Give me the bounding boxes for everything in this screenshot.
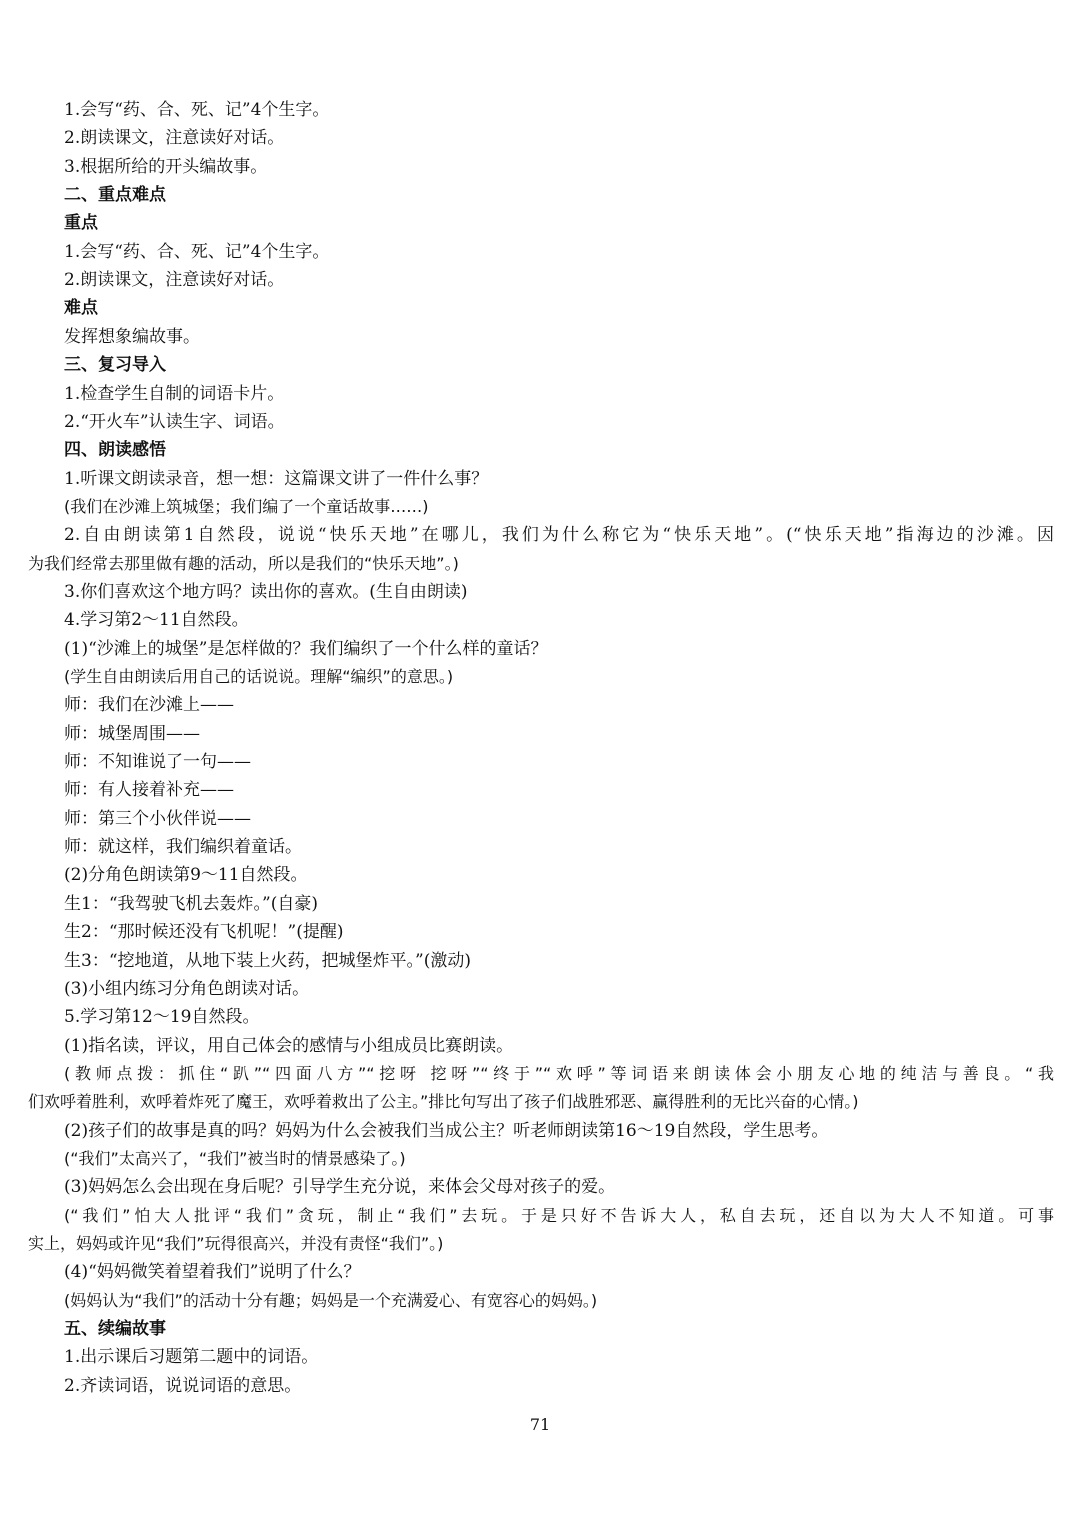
text-line: 2.朗读课文，注意读好对话。 (64, 270, 285, 291)
text-line: (“我们”太高兴了，“我们”被当时的情景感染了。) (64, 1148, 406, 1168)
text-line: 生2：“那时候还没有飞机呢！”(提醒) (64, 922, 344, 943)
page-number: 71 (529, 1415, 551, 1434)
section-heading: 二、重点难点 (64, 185, 166, 206)
text-line: 师：不知谁说了一句—— (64, 752, 251, 773)
text-line: 发挥想象编故事。 (64, 326, 200, 347)
text-line: 5.学习第12～19自然段。 (64, 1007, 260, 1028)
section-heading: 难点 (64, 298, 98, 319)
text-line: (2)分角色朗读第9～11自然段。 (64, 865, 308, 886)
text-line: 师：有人接着补充—— (64, 780, 234, 801)
text-line: 2.齐读词语，说说词语的意思。 (64, 1375, 302, 1396)
text-line: (学生自由朗读后用自己的话说说。理解“编织”的意思。) (64, 667, 454, 686)
text-line: 1.检查学生自制的词语卡片。 (64, 383, 285, 404)
text-line: 师：第三个小伙伴说—— (64, 808, 251, 829)
text-line: 3.根据所给的开头编故事。 (64, 156, 268, 177)
section-heading: 重点 (64, 213, 98, 234)
text-line: 实上，妈妈或许见“我们”玩得很高兴，并没有责怪“我们”。) (28, 1234, 444, 1253)
section-heading: 五、续编故事 (64, 1319, 166, 1340)
text-line: (我们在沙滩上筑城堡；我们编了一个童话故事……) (64, 496, 429, 516)
text-line: (“我们”怕大人批评“我们”贪玩，制止“我们”去玩。于是只好不告诉大人，私自去玩，还自以为大人不知道。可事 (64, 1205, 1054, 1225)
section-heading: 三、复习导入 (64, 355, 166, 376)
text-line: 师：城堡周围—— (64, 723, 200, 744)
text-line: (3)小组内练习分角色朗读对话。 (64, 978, 310, 999)
text-line: (1)指名读，评议，用自己体会的感情与小组成员比赛朗读。 (64, 1035, 514, 1056)
text-line: 1.听课文朗读录音，想一想：这篇课文讲了一件什么事？ (64, 468, 489, 489)
text-line: 师：就这样，我们编织着童话。 (64, 837, 302, 858)
text-line: (3)妈妈怎么会出现在身后呢？引导学生充分说，来体会父母对孩子的爱。 (64, 1177, 616, 1198)
text-line: (1)“沙滩上的城堡”是怎样做的？我们编织了一个什么样的童话？ (64, 638, 548, 659)
text-line: 为我们经常去那里做有趣的活动，所以是我们的“快乐天地”。) (28, 553, 459, 573)
text-line: (4)“妈妈微笑着望着我们”说明了什么？ (64, 1262, 361, 1283)
text-line: (教师点拨：抓住“趴”“四面八方”“挖呀 挖呀”“终于”“欢呼”等词语来朗读体会小朋友心地的纯洁与善良。“我 (64, 1063, 1054, 1083)
text-line: 生3：“挖地道，从地下装上火药，把城堡炸平。”(激动) (64, 950, 471, 971)
text-line: (妈妈认为“我们”的活动十分有趣；妈妈是一个充满爱心、有宽容心的妈妈。) (64, 1290, 598, 1310)
text-line: 1.出示课后习题第二题中的词语。 (64, 1347, 319, 1368)
section-heading: 四、朗读感悟 (64, 440, 166, 461)
text-line: 们欢呼着胜利，欢呼着炸死了魔王，欢呼着救出了公主。”排比句写出了孩子们战胜邪恶、赢得胜利的无比兴奋的心情。) (28, 1092, 859, 1112)
text-line: (2)孩子们的故事是真的吗？妈妈为什么会被我们当成公主？听老师朗读第16～19自然段，学生思考。 (64, 1120, 829, 1141)
text-line: 生1：“我驾驶飞机去轰炸。”(自豪) (64, 893, 318, 914)
text-line: 1.会写“药、合、死、记”4个生字。 (64, 241, 330, 262)
text-line: 师：我们在沙滩上—— (64, 695, 234, 716)
text-line: 2.朗读课文，注意读好对话。 (64, 128, 285, 149)
text-line: 3.你们喜欢这个地方吗？读出你的喜欢。(生自由朗读) (64, 581, 468, 602)
text-line: 4.学习第2～11自然段。 (64, 610, 249, 631)
text-line: 2.“开火车”认读生字、词语。 (64, 411, 285, 432)
text-line: 2.自由朗读第1自然段，说说“快乐天地”在哪儿，我们为什么称它为“快乐天地”。(“快乐天地”指海边的沙滩。因 (64, 525, 1054, 546)
text-line: 1.会写“药、合、死、记”4个生字。 (64, 100, 330, 120)
